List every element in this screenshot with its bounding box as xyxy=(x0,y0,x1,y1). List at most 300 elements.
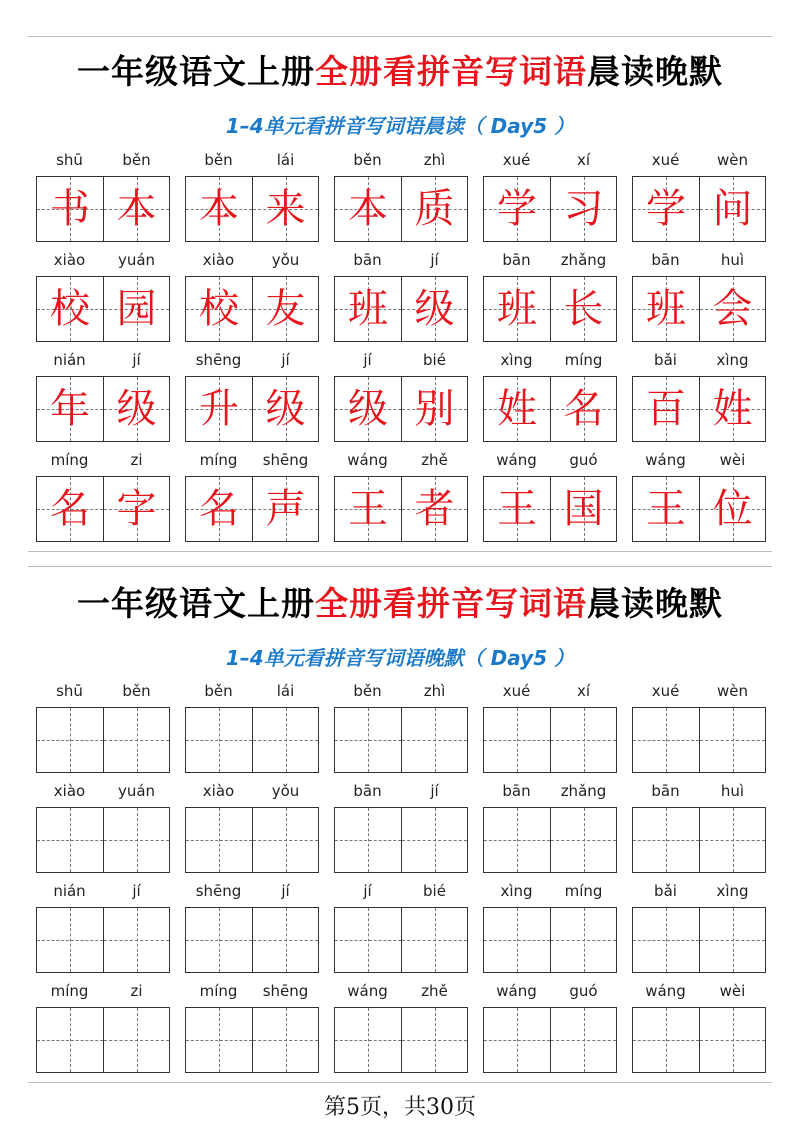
grid-cell[interactable] xyxy=(252,1008,318,1072)
hanzi-character: 问 xyxy=(712,186,753,232)
guide-line xyxy=(219,908,220,972)
grid-cell xyxy=(252,477,318,541)
pinyin-label: xué xyxy=(651,151,680,169)
guide-line xyxy=(666,708,667,772)
pinyin-label: shēng xyxy=(262,982,309,1000)
pinyin-label: shū xyxy=(56,682,83,700)
title-part-3: 晨读晚默 xyxy=(587,52,723,91)
pinyin-label: běn xyxy=(353,682,382,700)
pinyin-label: zhì xyxy=(423,151,446,169)
grid-cell xyxy=(103,477,169,541)
writing-box[interactable] xyxy=(632,1007,766,1073)
word-item xyxy=(334,250,468,342)
pinyin-label: yuán xyxy=(117,782,156,800)
hanzi-character: 书 xyxy=(50,186,90,232)
hanzi-character: 园 xyxy=(116,286,157,332)
writing-box[interactable] xyxy=(483,907,617,973)
title-part-1: 一年级语文上册 xyxy=(77,52,315,91)
word-item xyxy=(36,681,170,773)
pinyin-label: wáng xyxy=(496,982,537,1000)
grid-cell xyxy=(699,477,765,541)
writing-box[interactable] xyxy=(185,807,319,873)
grid-cell[interactable] xyxy=(484,708,550,772)
guide-line xyxy=(584,708,585,772)
guide-line xyxy=(368,808,369,872)
pinyin-label: lái xyxy=(276,151,295,169)
writing-box[interactable] xyxy=(483,707,617,773)
word-item xyxy=(632,350,766,442)
tianzige-box xyxy=(483,476,617,542)
word-item xyxy=(334,881,468,973)
hanzi-character: 校 xyxy=(50,286,90,332)
word-item xyxy=(483,450,617,542)
hanzi-character: 班 xyxy=(348,286,388,332)
middle-divider-2 xyxy=(28,566,772,567)
grid-cell xyxy=(37,477,103,541)
guide-line xyxy=(517,808,518,872)
writing-box[interactable] xyxy=(36,807,170,873)
pinyin-label: bǎi xyxy=(654,351,677,369)
guide-line xyxy=(286,808,287,872)
pinyin-label: xìng xyxy=(716,351,749,369)
section-1-subtitle: 1–4单元看拼音写词语晨读（ Day5 ） xyxy=(225,114,575,138)
tianzige-box xyxy=(632,376,766,442)
pinyin-label: lái xyxy=(276,682,295,700)
word-item xyxy=(483,250,617,342)
grid-cell xyxy=(484,477,550,541)
grid-cell xyxy=(103,377,169,441)
word-item xyxy=(483,981,617,1073)
writing-box[interactable] xyxy=(185,1007,319,1073)
word-item xyxy=(334,781,468,873)
pinyin-label: míng xyxy=(50,451,89,469)
pinyin-label: zhǎng xyxy=(560,251,607,269)
guide-line xyxy=(584,1008,585,1072)
guide-line xyxy=(137,908,138,972)
guide-line xyxy=(733,908,734,972)
grid-cell xyxy=(699,277,765,341)
guide-line xyxy=(286,1008,287,1072)
pinyin-label: jí xyxy=(132,351,141,369)
writing-box[interactable] xyxy=(185,707,319,773)
pinyin-label: zhě xyxy=(421,982,448,1000)
pinyin-label: zhě xyxy=(421,451,448,469)
grid-cell[interactable] xyxy=(633,1008,699,1072)
grid-cell[interactable] xyxy=(252,908,318,972)
pinyin-label: nián xyxy=(53,351,86,369)
writing-box[interactable] xyxy=(36,1007,170,1073)
hanzi-character: 校 xyxy=(199,286,239,332)
tianzige-box xyxy=(36,176,170,242)
pinyin-label: bān xyxy=(651,782,680,800)
grid-cell[interactable] xyxy=(186,908,252,972)
word-item xyxy=(36,881,170,973)
grid-cell[interactable] xyxy=(37,1008,103,1072)
hanzi-character: 本 xyxy=(116,186,157,232)
guide-line xyxy=(70,708,71,772)
tianzige-box xyxy=(185,176,319,242)
word-item xyxy=(185,450,319,542)
guide-line xyxy=(435,1008,436,1072)
grid-cell xyxy=(550,477,616,541)
grid-cell[interactable] xyxy=(252,808,318,872)
grid-cell[interactable] xyxy=(186,808,252,872)
pinyin-label: wáng xyxy=(496,451,537,469)
word-item xyxy=(632,450,766,542)
grid-cell[interactable] xyxy=(699,1008,765,1072)
pinyin-label: zi xyxy=(130,451,143,469)
pinyin-label: běn xyxy=(204,151,233,169)
pinyin-label: yuán xyxy=(117,251,156,269)
word-item xyxy=(483,350,617,442)
writing-box[interactable] xyxy=(334,807,468,873)
grid-cell[interactable] xyxy=(699,708,765,772)
grid-cell[interactable] xyxy=(335,708,401,772)
word-item xyxy=(483,681,617,773)
writing-box[interactable] xyxy=(632,807,766,873)
grid-cell xyxy=(252,177,318,241)
grid-cell[interactable] xyxy=(401,808,467,872)
hanzi-character: 来 xyxy=(265,186,306,232)
grid-cell[interactable] xyxy=(103,708,169,772)
grid-cell xyxy=(186,277,252,341)
hanzi-character: 字 xyxy=(116,486,157,532)
hanzi-character: 名 xyxy=(199,486,239,532)
grid-cell xyxy=(401,377,467,441)
guide-line xyxy=(70,1008,71,1072)
tianzige-box xyxy=(185,376,319,442)
pinyin-label: huì xyxy=(720,782,745,800)
guide-line xyxy=(584,908,585,972)
guide-line xyxy=(368,708,369,772)
grid-cell xyxy=(633,377,699,441)
hanzi-character: 学 xyxy=(646,186,686,232)
writing-box[interactable] xyxy=(185,907,319,973)
pinyin-label: wáng xyxy=(645,982,686,1000)
grid-cell[interactable] xyxy=(335,808,401,872)
title-part-2: 全册看拼音写词语 xyxy=(315,584,587,623)
hanzi-character: 别 xyxy=(414,386,455,432)
pinyin-label: míng xyxy=(50,982,89,1000)
grid-cell[interactable] xyxy=(401,708,467,772)
grid-cell xyxy=(37,177,103,241)
grid-cell xyxy=(401,477,467,541)
pinyin-label: míng xyxy=(564,351,603,369)
guide-line xyxy=(70,808,71,872)
word-item xyxy=(632,781,766,873)
pinyin-label: guó xyxy=(569,451,598,469)
tianzige-box xyxy=(334,176,468,242)
top-divider xyxy=(28,36,772,37)
tianzige-box xyxy=(36,476,170,542)
grid-cell xyxy=(335,377,401,441)
pinyin-label: běn xyxy=(353,151,382,169)
grid-cell[interactable] xyxy=(103,808,169,872)
grid-cell[interactable] xyxy=(484,1008,550,1072)
word-item xyxy=(632,150,766,242)
pinyin-label: jí xyxy=(363,351,372,369)
tianzige-box xyxy=(483,176,617,242)
tianzige-box xyxy=(632,276,766,342)
pinyin-label: yǒu xyxy=(271,251,300,269)
guide-line xyxy=(286,708,287,772)
pinyin-label: bǎi xyxy=(654,882,677,900)
pinyin-label: shēng xyxy=(195,882,242,900)
grid-cell xyxy=(186,177,252,241)
grid-cell xyxy=(550,177,616,241)
pinyin-label: jí xyxy=(281,351,290,369)
hanzi-character: 王 xyxy=(646,486,686,532)
grid-cell[interactable] xyxy=(186,1008,252,1072)
pinyin-label: xué xyxy=(502,151,531,169)
hanzi-character: 者 xyxy=(414,486,455,532)
pinyin-label: míng xyxy=(199,451,238,469)
grid-cell xyxy=(335,277,401,341)
pinyin-label: wèi xyxy=(719,451,746,469)
word-item xyxy=(185,250,319,342)
tianzige-box xyxy=(483,276,617,342)
word-item xyxy=(483,781,617,873)
grid-cell xyxy=(186,377,252,441)
word-item xyxy=(185,781,319,873)
pinyin-label: wáng xyxy=(645,451,686,469)
pinyin-label: bié xyxy=(423,351,446,369)
word-item xyxy=(185,350,319,442)
hanzi-character: 级 xyxy=(348,386,388,432)
writing-box[interactable] xyxy=(483,1007,617,1073)
word-item xyxy=(36,450,170,542)
grid-cell[interactable] xyxy=(699,908,765,972)
section-1-title xyxy=(0,52,800,92)
word-item xyxy=(632,681,766,773)
title-part-3: 晨读晚默 xyxy=(587,584,723,623)
grid-cell xyxy=(401,177,467,241)
pinyin-label: shēng xyxy=(262,451,309,469)
word-item xyxy=(334,981,468,1073)
grid-cell[interactable] xyxy=(37,808,103,872)
hanzi-character: 质 xyxy=(414,186,455,232)
guide-line xyxy=(435,908,436,972)
pinyin-label: jí xyxy=(363,882,372,900)
word-item xyxy=(632,981,766,1073)
pinyin-label: xiào xyxy=(53,782,86,800)
pinyin-label: bān xyxy=(651,251,680,269)
tianzige-box xyxy=(334,476,468,542)
pinyin-label: zhǎng xyxy=(560,782,607,800)
grid-cell[interactable] xyxy=(335,908,401,972)
pinyin-label: guó xyxy=(569,982,598,1000)
grid-cell[interactable] xyxy=(633,708,699,772)
tianzige-box xyxy=(36,276,170,342)
guide-line xyxy=(733,708,734,772)
grid-cell[interactable] xyxy=(401,1008,467,1072)
writing-box[interactable] xyxy=(632,907,766,973)
tianzige-box xyxy=(632,476,766,542)
grid-cell xyxy=(37,377,103,441)
grid-cell xyxy=(37,277,103,341)
grid-cell xyxy=(633,177,699,241)
guide-line xyxy=(219,808,220,872)
guide-line xyxy=(733,1008,734,1072)
pinyin-label: nián xyxy=(53,882,86,900)
pinyin-label: xìng xyxy=(500,882,533,900)
grid-cell[interactable] xyxy=(103,1008,169,1072)
grid-cell xyxy=(699,377,765,441)
pinyin-label: huì xyxy=(720,251,745,269)
grid-cell[interactable] xyxy=(484,808,550,872)
middle-divider xyxy=(28,551,772,552)
pinyin-label: xiào xyxy=(202,251,235,269)
hanzi-character: 班 xyxy=(497,286,537,332)
word-item xyxy=(36,781,170,873)
grid-cell xyxy=(633,477,699,541)
word-item xyxy=(334,681,468,773)
hanzi-character: 本 xyxy=(348,186,388,232)
pinyin-label: shū xyxy=(56,151,83,169)
pinyin-label: běn xyxy=(204,682,233,700)
hanzi-character: 名 xyxy=(563,386,604,432)
guide-line xyxy=(666,808,667,872)
hanzi-character: 王 xyxy=(497,486,537,532)
writing-box[interactable] xyxy=(36,907,170,973)
guide-line xyxy=(517,1008,518,1072)
word-item xyxy=(185,150,319,242)
hanzi-character: 姓 xyxy=(497,386,537,432)
pinyin-label: bān xyxy=(502,782,531,800)
hanzi-character: 友 xyxy=(265,286,306,332)
hanzi-character: 学 xyxy=(497,186,537,232)
guide-line xyxy=(137,708,138,772)
guide-line xyxy=(137,808,138,872)
pinyin-label: jí xyxy=(132,882,141,900)
hanzi-character: 国 xyxy=(563,486,604,532)
grid-cell[interactable] xyxy=(550,908,616,972)
pinyin-label: xiào xyxy=(53,251,86,269)
grid-cell xyxy=(401,277,467,341)
grid-cell[interactable] xyxy=(186,708,252,772)
guide-line xyxy=(70,908,71,972)
section-2-subtitle: 1–4单元看拼音写词语晚默（ Day5 ） xyxy=(225,646,575,670)
word-item xyxy=(483,881,617,973)
page-number: 第5页，共30页 xyxy=(324,1095,476,1120)
pinyin-label: bān xyxy=(353,251,382,269)
word-item xyxy=(36,250,170,342)
hanzi-character: 年 xyxy=(50,386,90,432)
grid-cell xyxy=(103,177,169,241)
grid-cell[interactable] xyxy=(335,1008,401,1072)
tianzige-box xyxy=(36,376,170,442)
grid-cell[interactable] xyxy=(103,908,169,972)
hanzi-character: 会 xyxy=(712,286,753,332)
writing-box[interactable] xyxy=(36,707,170,773)
hanzi-character: 级 xyxy=(116,386,157,432)
word-item xyxy=(185,881,319,973)
hanzi-character: 王 xyxy=(348,486,388,532)
pinyin-label: xí xyxy=(576,151,591,169)
tianzige-box xyxy=(334,276,468,342)
grid-cell[interactable] xyxy=(252,708,318,772)
pinyin-label: wèn xyxy=(716,151,748,169)
title-part-2: 全册看拼音写词语 xyxy=(315,52,587,91)
guide-line xyxy=(137,1008,138,1072)
pinyin-label: jí xyxy=(430,782,439,800)
grid-cell[interactable] xyxy=(699,808,765,872)
hanzi-character: 升 xyxy=(199,386,239,432)
hanzi-character: 姓 xyxy=(712,386,753,432)
grid-cell[interactable] xyxy=(401,908,467,972)
guide-line xyxy=(286,908,287,972)
pinyin-label: jí xyxy=(281,882,290,900)
hanzi-character: 位 xyxy=(712,486,753,532)
grid-cell[interactable] xyxy=(37,708,103,772)
writing-box[interactable] xyxy=(334,907,468,973)
word-item xyxy=(185,981,319,1073)
grid-cell[interactable] xyxy=(550,708,616,772)
grid-cell[interactable] xyxy=(633,908,699,972)
grid-cell xyxy=(550,277,616,341)
guide-line xyxy=(368,908,369,972)
grid-cell[interactable] xyxy=(550,1008,616,1072)
word-item xyxy=(632,250,766,342)
pinyin-label: xìng xyxy=(716,882,749,900)
hanzi-character: 级 xyxy=(265,386,306,432)
guide-line xyxy=(733,808,734,872)
pinyin-label: zhì xyxy=(423,682,446,700)
grid-cell[interactable] xyxy=(37,908,103,972)
tianzige-box xyxy=(632,176,766,242)
grid-cell xyxy=(252,277,318,341)
grid-cell xyxy=(633,277,699,341)
pinyin-label: zi xyxy=(130,982,143,1000)
guide-line xyxy=(584,808,585,872)
pinyin-label: jí xyxy=(430,251,439,269)
word-item xyxy=(36,150,170,242)
pinyin-label: běn xyxy=(122,151,151,169)
grid-cell xyxy=(484,177,550,241)
guide-line xyxy=(666,908,667,972)
grid-cell xyxy=(186,477,252,541)
title-part-1: 一年级语文上册 xyxy=(77,584,315,623)
guide-line xyxy=(368,1008,369,1072)
word-item xyxy=(334,150,468,242)
section-2-title xyxy=(0,584,800,624)
pinyin-label: xí xyxy=(576,682,591,700)
hanzi-character: 名 xyxy=(50,486,90,532)
pinyin-label: xiào xyxy=(202,782,235,800)
guide-line xyxy=(666,1008,667,1072)
writing-box[interactable] xyxy=(334,707,468,773)
writing-box[interactable] xyxy=(483,807,617,873)
pinyin-label: yǒu xyxy=(271,782,300,800)
writing-box[interactable] xyxy=(334,1007,468,1073)
word-item xyxy=(36,981,170,1073)
grid-cell[interactable] xyxy=(550,808,616,872)
grid-cell[interactable] xyxy=(633,808,699,872)
tianzige-box xyxy=(185,276,319,342)
word-item xyxy=(483,150,617,242)
hanzi-character: 班 xyxy=(646,286,686,332)
hanzi-character: 声 xyxy=(265,486,306,532)
pinyin-label: míng xyxy=(199,982,238,1000)
guide-line xyxy=(435,708,436,772)
writing-box[interactable] xyxy=(632,707,766,773)
pinyin-label: wèn xyxy=(716,682,748,700)
grid-cell[interactable] xyxy=(484,908,550,972)
hanzi-character: 百 xyxy=(646,386,686,432)
pinyin-label: míng xyxy=(564,882,603,900)
word-item xyxy=(36,350,170,442)
grid-cell xyxy=(103,277,169,341)
